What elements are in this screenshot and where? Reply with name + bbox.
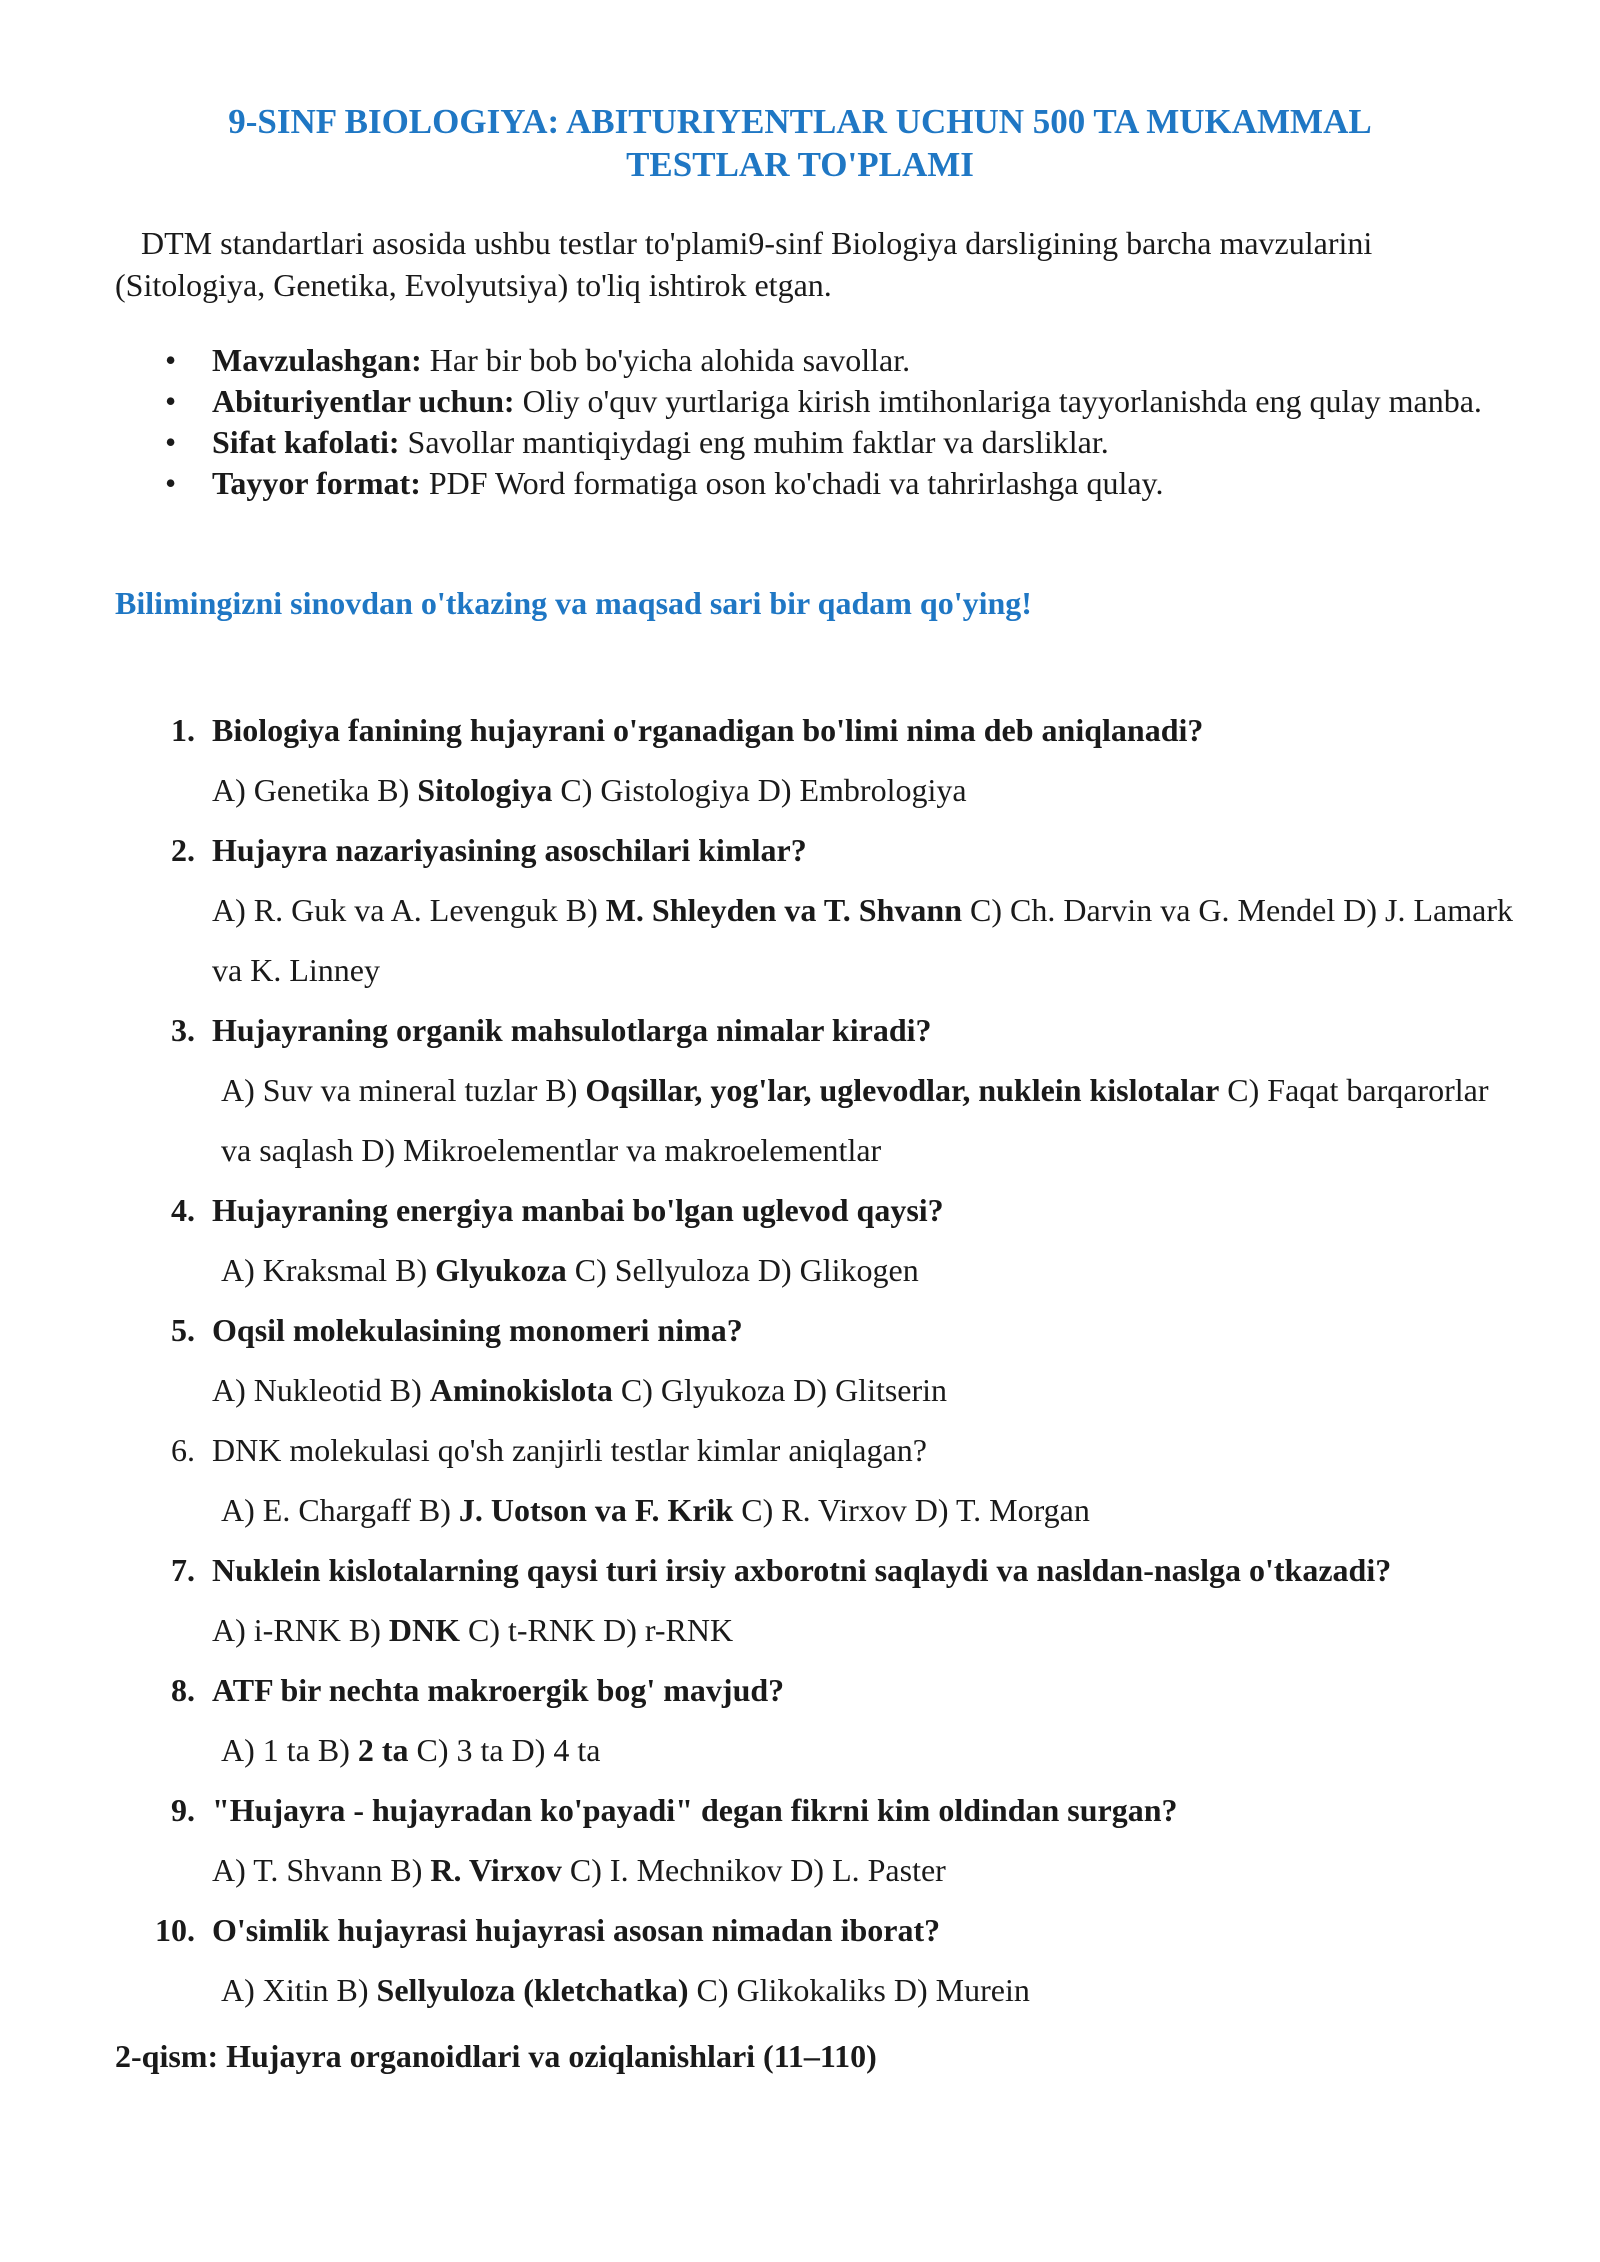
question-number: 9. <box>171 1792 195 1828</box>
options-after: C) I. Mechnikov D) L. Paster <box>561 1852 946 1888</box>
feature-item <box>115 381 1515 422</box>
question-item <box>115 1300 1515 1420</box>
options-before: A) T. Shvann B) <box>212 1852 431 1888</box>
options-before: A) Suv va mineral tuzlar B) <box>221 1072 586 1108</box>
feature-label: Abituriyentlar uchun: <box>212 383 515 419</box>
answer-options <box>115 1840 1515 1900</box>
answer-options <box>115 760 1515 820</box>
feature-label: Mavzulashgan: <box>212 342 422 378</box>
answer-options <box>115 1480 1515 1540</box>
options-after: C) Glyukoza D) Glitserin <box>612 1372 948 1408</box>
correct-answer: DNK <box>388 1612 460 1648</box>
question-item <box>115 1540 1515 1660</box>
question-list <box>115 700 1515 2020</box>
answer-options <box>115 1720 1515 1780</box>
question-number: 1. <box>171 712 195 748</box>
section-heading: 2-qism: Hujayra organoidlari va oziqlanishlari (11–110) <box>115 2038 877 2074</box>
question-item <box>115 820 1515 1000</box>
feature-text: Savollar mantiqiydagi eng muhim faktlar va darsliklar. <box>399 424 1109 460</box>
question-item <box>115 1180 1515 1300</box>
question-number: 7. <box>171 1552 195 1588</box>
answer-options <box>115 880 1515 1000</box>
feature-text: Har bir bob bo'yicha alohida savollar. <box>421 342 911 378</box>
answer-options <box>115 1060 1515 1180</box>
options-before: A) Genetika B) <box>212 772 418 808</box>
options-before: A) Kraksmal B) <box>221 1252 436 1288</box>
question-number: 5. <box>171 1312 195 1348</box>
feature-label: Tayyor format: <box>212 465 421 501</box>
question-text: Hujayra nazariyasining asoschilari kimlar? <box>212 832 807 868</box>
document-title <box>0 100 1600 186</box>
feature-item <box>115 422 1515 463</box>
correct-answer: 2 ta <box>357 1732 409 1768</box>
correct-answer: J. Uotson va F. Krik <box>458 1492 734 1528</box>
options-after: C) Faqat barqarorlar va saqlash D) Mikroelementlar va makroelementlar <box>221 1072 1489 1168</box>
correct-answer: Oqsillar, yog'lar, uglevodlar, nuklein kislotalar <box>585 1072 1220 1108</box>
question-text: "Hujayra - hujayradan ko'payadi" degan fikrni kim oldindan surgan? <box>212 1792 1178 1828</box>
question-text: Nuklein kislotalarning qaysi turi irsiy axborotni saqlaydi va nasldan-naslga o'tkazadi? <box>212 1552 1392 1588</box>
options-after: C) Sellyuloza D) Glikogen <box>566 1252 919 1288</box>
question-number: 3. <box>171 1012 195 1048</box>
feature-text: PDF Word formatiga oson ko'chadi va tahrirlashga qulay. <box>420 465 1164 501</box>
options-after: C) Gistologiya D) Embrologiya <box>552 772 967 808</box>
intro-paragraph: DTM standartlari asosida ushbu testlar to'plami9-sinf Biologiya darsligining barcha mavzularini (Sitologiya, Genetika, Evolyutsiya) to'liq ishtirok etgan. <box>115 225 1373 303</box>
question-number: 6. <box>171 1432 195 1468</box>
question-item <box>115 1000 1515 1180</box>
correct-answer: Aminokislota <box>429 1372 613 1408</box>
question-text: Biologiya fanining hujayrani o'rganadigan bo'limi nima deb aniqlanadi? <box>212 712 1204 748</box>
options-before: A) 1 ta B) <box>221 1732 358 1768</box>
title-line-2: TESTLAR TO'PLAMI <box>626 145 974 184</box>
question-item <box>115 700 1515 820</box>
question-item <box>115 1420 1515 1540</box>
title-line-1: 9-SINF BIOLOGIYA: ABITURIYENTLAR UCHUN 500 TA MUKAMMAL <box>228 102 1372 141</box>
question-number: 2. <box>171 832 195 868</box>
options-after: C) Glikokaliks D) Murein <box>688 1972 1030 2008</box>
options-after: C) 3 ta D) 4 ta <box>408 1732 601 1768</box>
feature-label: Sifat kafolati: <box>212 424 400 460</box>
answer-options <box>115 1600 1515 1660</box>
feature-item <box>115 340 1515 381</box>
question-text: ATF bir nechta makroergik bog' mavjud? <box>212 1672 785 1708</box>
question-text: Hujayraning energiya manbai bo'lgan uglevod qaysi? <box>212 1192 944 1228</box>
answer-options <box>115 1960 1515 2020</box>
question-text: Oqsil molekulasining monomeri nima? <box>212 1312 743 1348</box>
options-before: A) Xitin B) <box>221 1972 377 2008</box>
feature-list <box>115 340 1515 504</box>
question-number: 4. <box>171 1192 195 1228</box>
answer-options <box>115 1360 1515 1420</box>
correct-answer: Sellyuloza (kletchatka) <box>376 1972 689 2008</box>
options-after: C) Ch. Darvin va G. Mendel D) J. Lamark va K. Linney <box>212 892 1513 988</box>
feature-item <box>115 463 1515 504</box>
options-after: C) t-RNK D) r-RNK <box>459 1612 734 1648</box>
options-after: C) R. Virxov D) T. Morgan <box>733 1492 1090 1528</box>
question-text: DNK molekulasi qo'sh zanjirli testlar kimlar aniqlagan? <box>212 1432 927 1468</box>
options-before: A) R. Guk va A. Levenguk B) <box>212 892 606 928</box>
question-text: O'simlik hujayrasi hujayrasi asosan nimadan iborat? <box>212 1912 941 1948</box>
options-before: A) i-RNK B) <box>212 1612 389 1648</box>
slogan: Bilimingizni sinovdan o'tkazing va maqsad sari bir qadam qo'ying! <box>115 585 1032 621</box>
answer-options <box>115 1240 1515 1300</box>
correct-answer: M. Shleyden va T. Shvann <box>605 892 962 928</box>
question-number: 8. <box>171 1672 195 1708</box>
correct-answer: Glyukoza <box>435 1252 567 1288</box>
question-item <box>115 1660 1515 1780</box>
question-item <box>115 1900 1515 2020</box>
question-item <box>115 1780 1515 1900</box>
options-before: A) E. Chargaff B) <box>221 1492 459 1528</box>
question-number: 10. <box>155 1912 195 1948</box>
correct-answer: R. Virxov <box>430 1852 562 1888</box>
question-text: Hujayraning organik mahsulotlarga nimalar kiradi? <box>212 1012 932 1048</box>
feature-text: Oliy o'quv yurtlariga kirish imtihonlariga tayyorlanishda eng qulay manba. <box>514 383 1482 419</box>
options-before: A) Nukleotid B) <box>212 1372 430 1408</box>
correct-answer: Sitologiya <box>417 772 553 808</box>
